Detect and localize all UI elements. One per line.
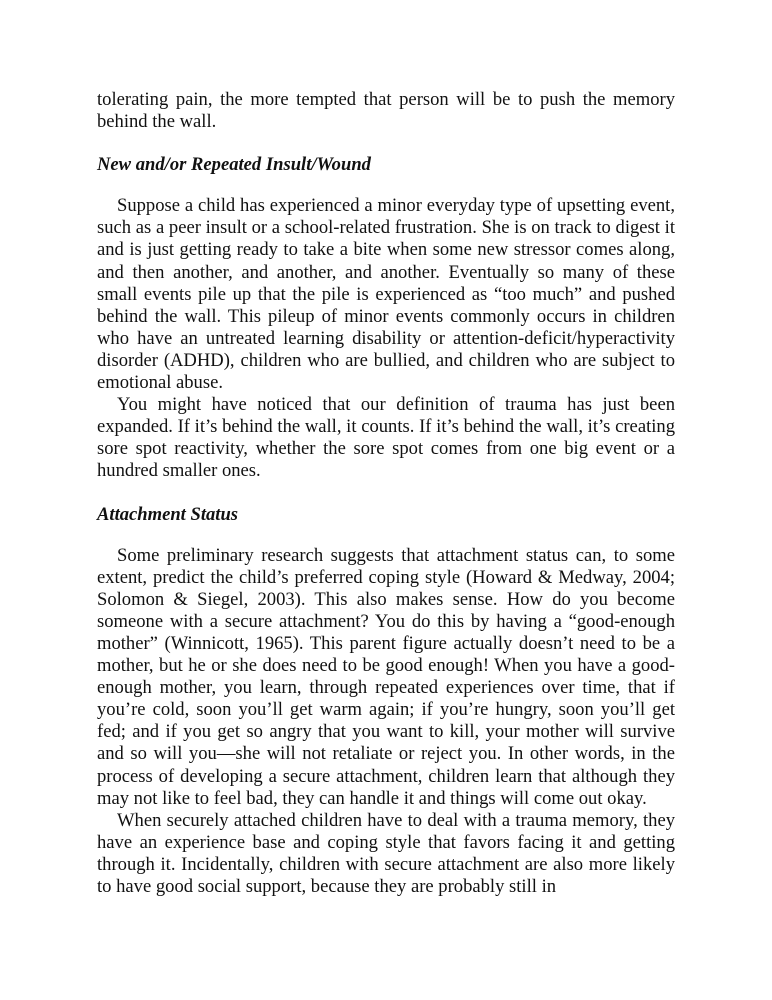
paragraph-attachment-research: Some preliminary research suggests that attachment status can, to some extent, predict the child’s preferred coping style (Howard & Medway, 2004; Solomon & Siegel, 2003). This also makes sense. How do you become someone with a secure attachment? You do this by having a “good-enough mother” (Winnicott, 1965). This parent figure actually doesn’t need to be a mother, but he or she does need to be good enough! When you have a good-enough mother, you learn, through repeated experiences over time, that if you’re cold, soon you’ll get warm again; if you’re hungry, soon you’ll get fed; and if you get so angry that you want to kill, your mother will survive and so will you—she will not retaliate or reject you. In other words, in the process of developing a secure attachment, children learn that although they may not like to feel bad, they can handle it and things will come out okay.	[97, 544, 675, 809]
paragraph-securely-attached: When securely attached children have to deal with a trauma memory, they have an experience base and coping style that favors facing it and getting through it. Incidentally, children with secure attachment are also more likely to have good social support, because they are probably still in	[97, 809, 675, 897]
book-page	[97, 89, 675, 898]
section-heading-new-repeated-insult: New and/or Repeated Insult/Wound	[97, 154, 371, 176]
section-heading-attachment-status: Attachment Status	[97, 503, 239, 525]
paragraph-pileup: Suppose a child has experienced a minor everyday type of upsetting event, such as a peer insult or a school-related frustration. She is on track to digest it and is just getting ready to take a bite when some new stressor comes along, and then another, and another, and another. Eventually so many of these small events pile up that the pile is experienced as “too much” and pushed behind the wall. This pileup of minor events commonly occurs in children who have an untreated learning disability or attention-deficit/hyperactivity disorder (ADHD), children who are bullied, and children who are subject to emotional abuse.	[97, 195, 675, 394]
paragraph-continued: tolerating pain, the more tempted that person will be to push the memory behind the wall.	[97, 89, 675, 133]
paragraph-definition-expanded: You might have noticed that our definition of trauma has just been expanded. If it’s behind the wall, it counts. If it’s behind the wall, it’s creating sore spot reactivity, whether the sore spot comes from one big event or a hundred smaller ones.	[97, 394, 675, 482]
